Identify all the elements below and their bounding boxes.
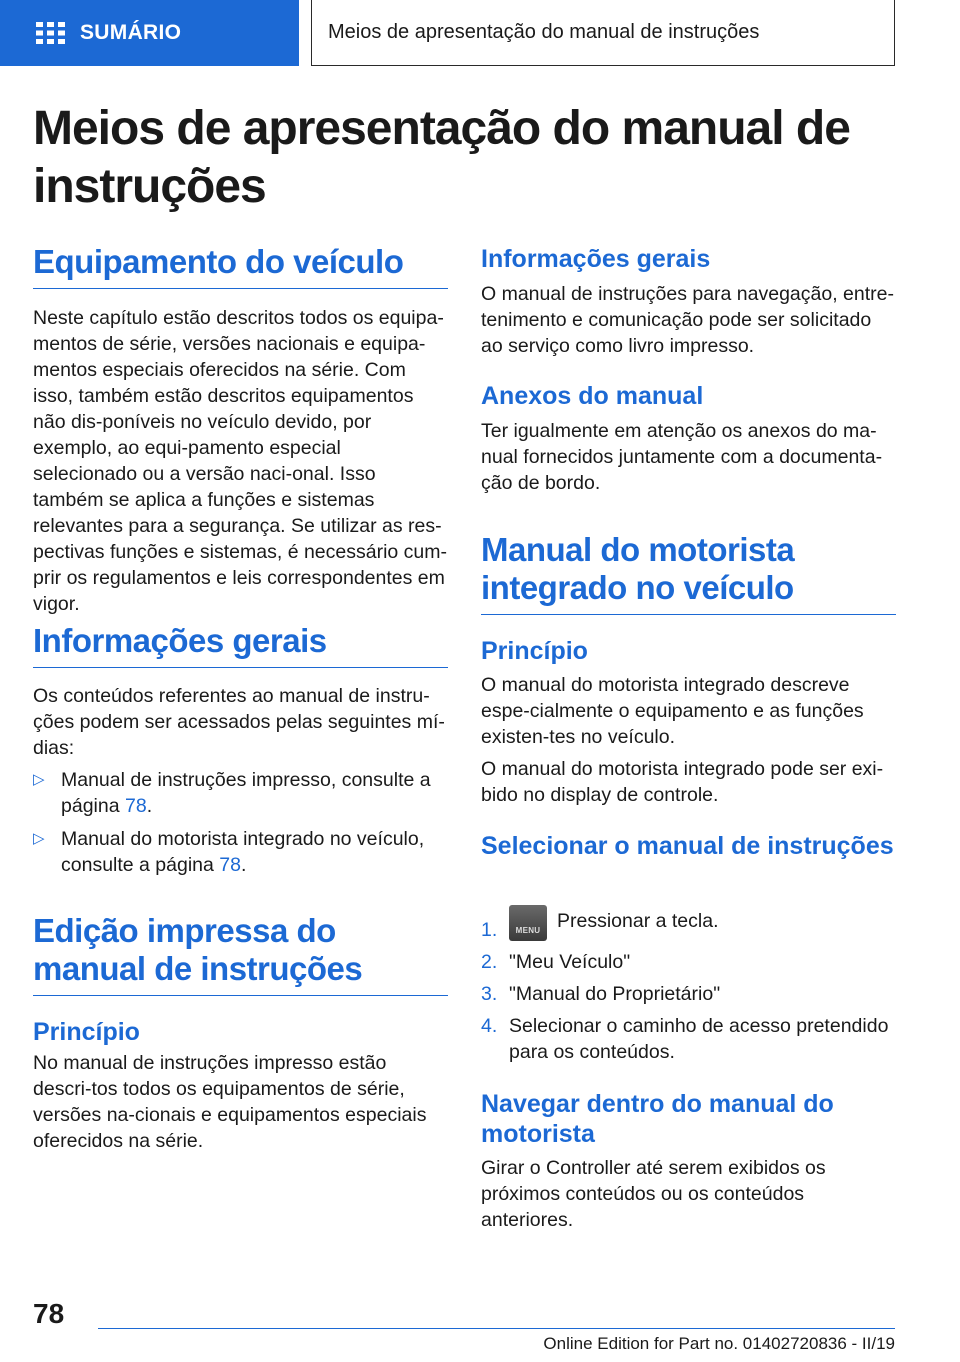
subsection-title-general-info: Informações gerais bbox=[481, 245, 711, 273]
annexes-text: Ter igualmente em atenção os anexos do ma-nual fornecidos juntamente com a documenta-ção de bordo. bbox=[481, 420, 883, 494]
bullet-text: Manual do motorista integrado no veículo, consulte a página bbox=[61, 828, 425, 876]
step-text: Pressionar a tecla. bbox=[557, 910, 719, 932]
bullet-end: . bbox=[241, 854, 247, 876]
list-item bbox=[481, 905, 896, 941]
section-title-general-info: Informações gerais bbox=[33, 622, 448, 668]
page-title: Meios de apresentação do manual de instruções bbox=[33, 102, 850, 213]
step-text: "Meu Veículo" bbox=[509, 951, 631, 973]
toc-label: SUMÁRIO bbox=[80, 21, 182, 44]
section-title-equipment: Equipamento do veículo bbox=[33, 243, 448, 289]
bullet-end: . bbox=[146, 795, 153, 817]
menu-key-icon: MENU bbox=[509, 905, 547, 941]
step-number: 2. bbox=[481, 951, 498, 973]
toc-button[interactable] bbox=[0, 0, 299, 66]
edition-note: Online Edition for Part no. 01402720836 - II/19 bbox=[543, 1334, 895, 1353]
triangle-right-icon: ▷ bbox=[33, 830, 45, 847]
list-item bbox=[481, 949, 896, 975]
step-number: 1. bbox=[481, 919, 498, 941]
grid-icon bbox=[36, 22, 66, 44]
navigate-text: Girar o Controller até serem exibidos os próximos conteúdos ou os conteúdos anteriores. bbox=[481, 1157, 826, 1231]
footer-divider bbox=[98, 1328, 895, 1329]
breadcrumb: Meios de apresentação do manual de instruções bbox=[311, 0, 895, 66]
step-text: Selecionar o caminho de acesso pretendido para os conteúdos. bbox=[509, 1015, 889, 1063]
triangle-right-icon: ▷ bbox=[33, 771, 45, 788]
list-item bbox=[481, 981, 896, 1007]
subsection-title-principle: Princípio bbox=[481, 637, 588, 665]
list-item bbox=[33, 826, 448, 878]
step-number: 4. bbox=[481, 1015, 498, 1037]
integrated-manual-text-2: O manual do motorista integrado pode ser exi-bido no display de controle. bbox=[481, 758, 884, 806]
section-title-printed-edition: Edição impressa do manual de instruções bbox=[33, 912, 448, 996]
section-title-integrated-manual: Manual do motorista integrado no veículo bbox=[481, 531, 896, 615]
page-link[interactable]: 78 bbox=[124, 795, 147, 817]
subsection-title-annexes: Anexos do manual bbox=[481, 382, 704, 410]
page-link[interactable]: 78 bbox=[219, 854, 241, 876]
step-number: 3. bbox=[481, 983, 498, 1005]
step-text: "Manual do Proprietário" bbox=[509, 983, 721, 1005]
general-info-right-text: O manual de instruções para navegação, entre-tenimento e comunicação pode ser solicitado ao serviço como livro impresso. bbox=[481, 283, 894, 357]
bullet-text: Manual de instruções impresso, consulte a página bbox=[61, 769, 431, 817]
printed-edition-text: No manual de instruções impresso estão descri-tos todos os equipamentos de série, versões na-cionais e equipamentos especiais oferecidos na série. bbox=[33, 1052, 427, 1152]
list-item bbox=[33, 767, 448, 819]
subsection-title-navigate: Navegar dentro do manual do motorista bbox=[481, 1090, 834, 1148]
subsection-title-principle: Princípio bbox=[33, 1018, 140, 1046]
general-info-text: Os conteúdos referentes ao manual de instru-ções podem ser acessados pelas seguintes mí-dias: bbox=[33, 685, 445, 759]
subsection-title-select-manual: Selecionar o manual de instruções bbox=[481, 832, 894, 860]
page-number: 78 bbox=[33, 1298, 65, 1329]
list-item bbox=[481, 1013, 896, 1065]
equipment-text: Neste capítulo estão descritos todos os equipa-mentos de série, versões nacionais e equipa-mentos especiais oferecidos na série. Com isso, também estão descritos equipamentos não dis-poníveis no veículo devido, por exemplo, ao equi-pamento especial selecionado ou a versão naci-onal. Isso também se aplica a funções e sistemas relevantes para a segurança. Se utilizar as res-pectivas funções e sistemas, é necessário cum-prir os regulamentos e leis correspondentes em vigor. bbox=[33, 307, 448, 615]
integrated-manual-text-1: O manual do motorista integrado descreve espe-cialmente o equipamento e as funções existen-tes no veículo. bbox=[481, 674, 864, 748]
top-bar bbox=[0, 0, 960, 66]
